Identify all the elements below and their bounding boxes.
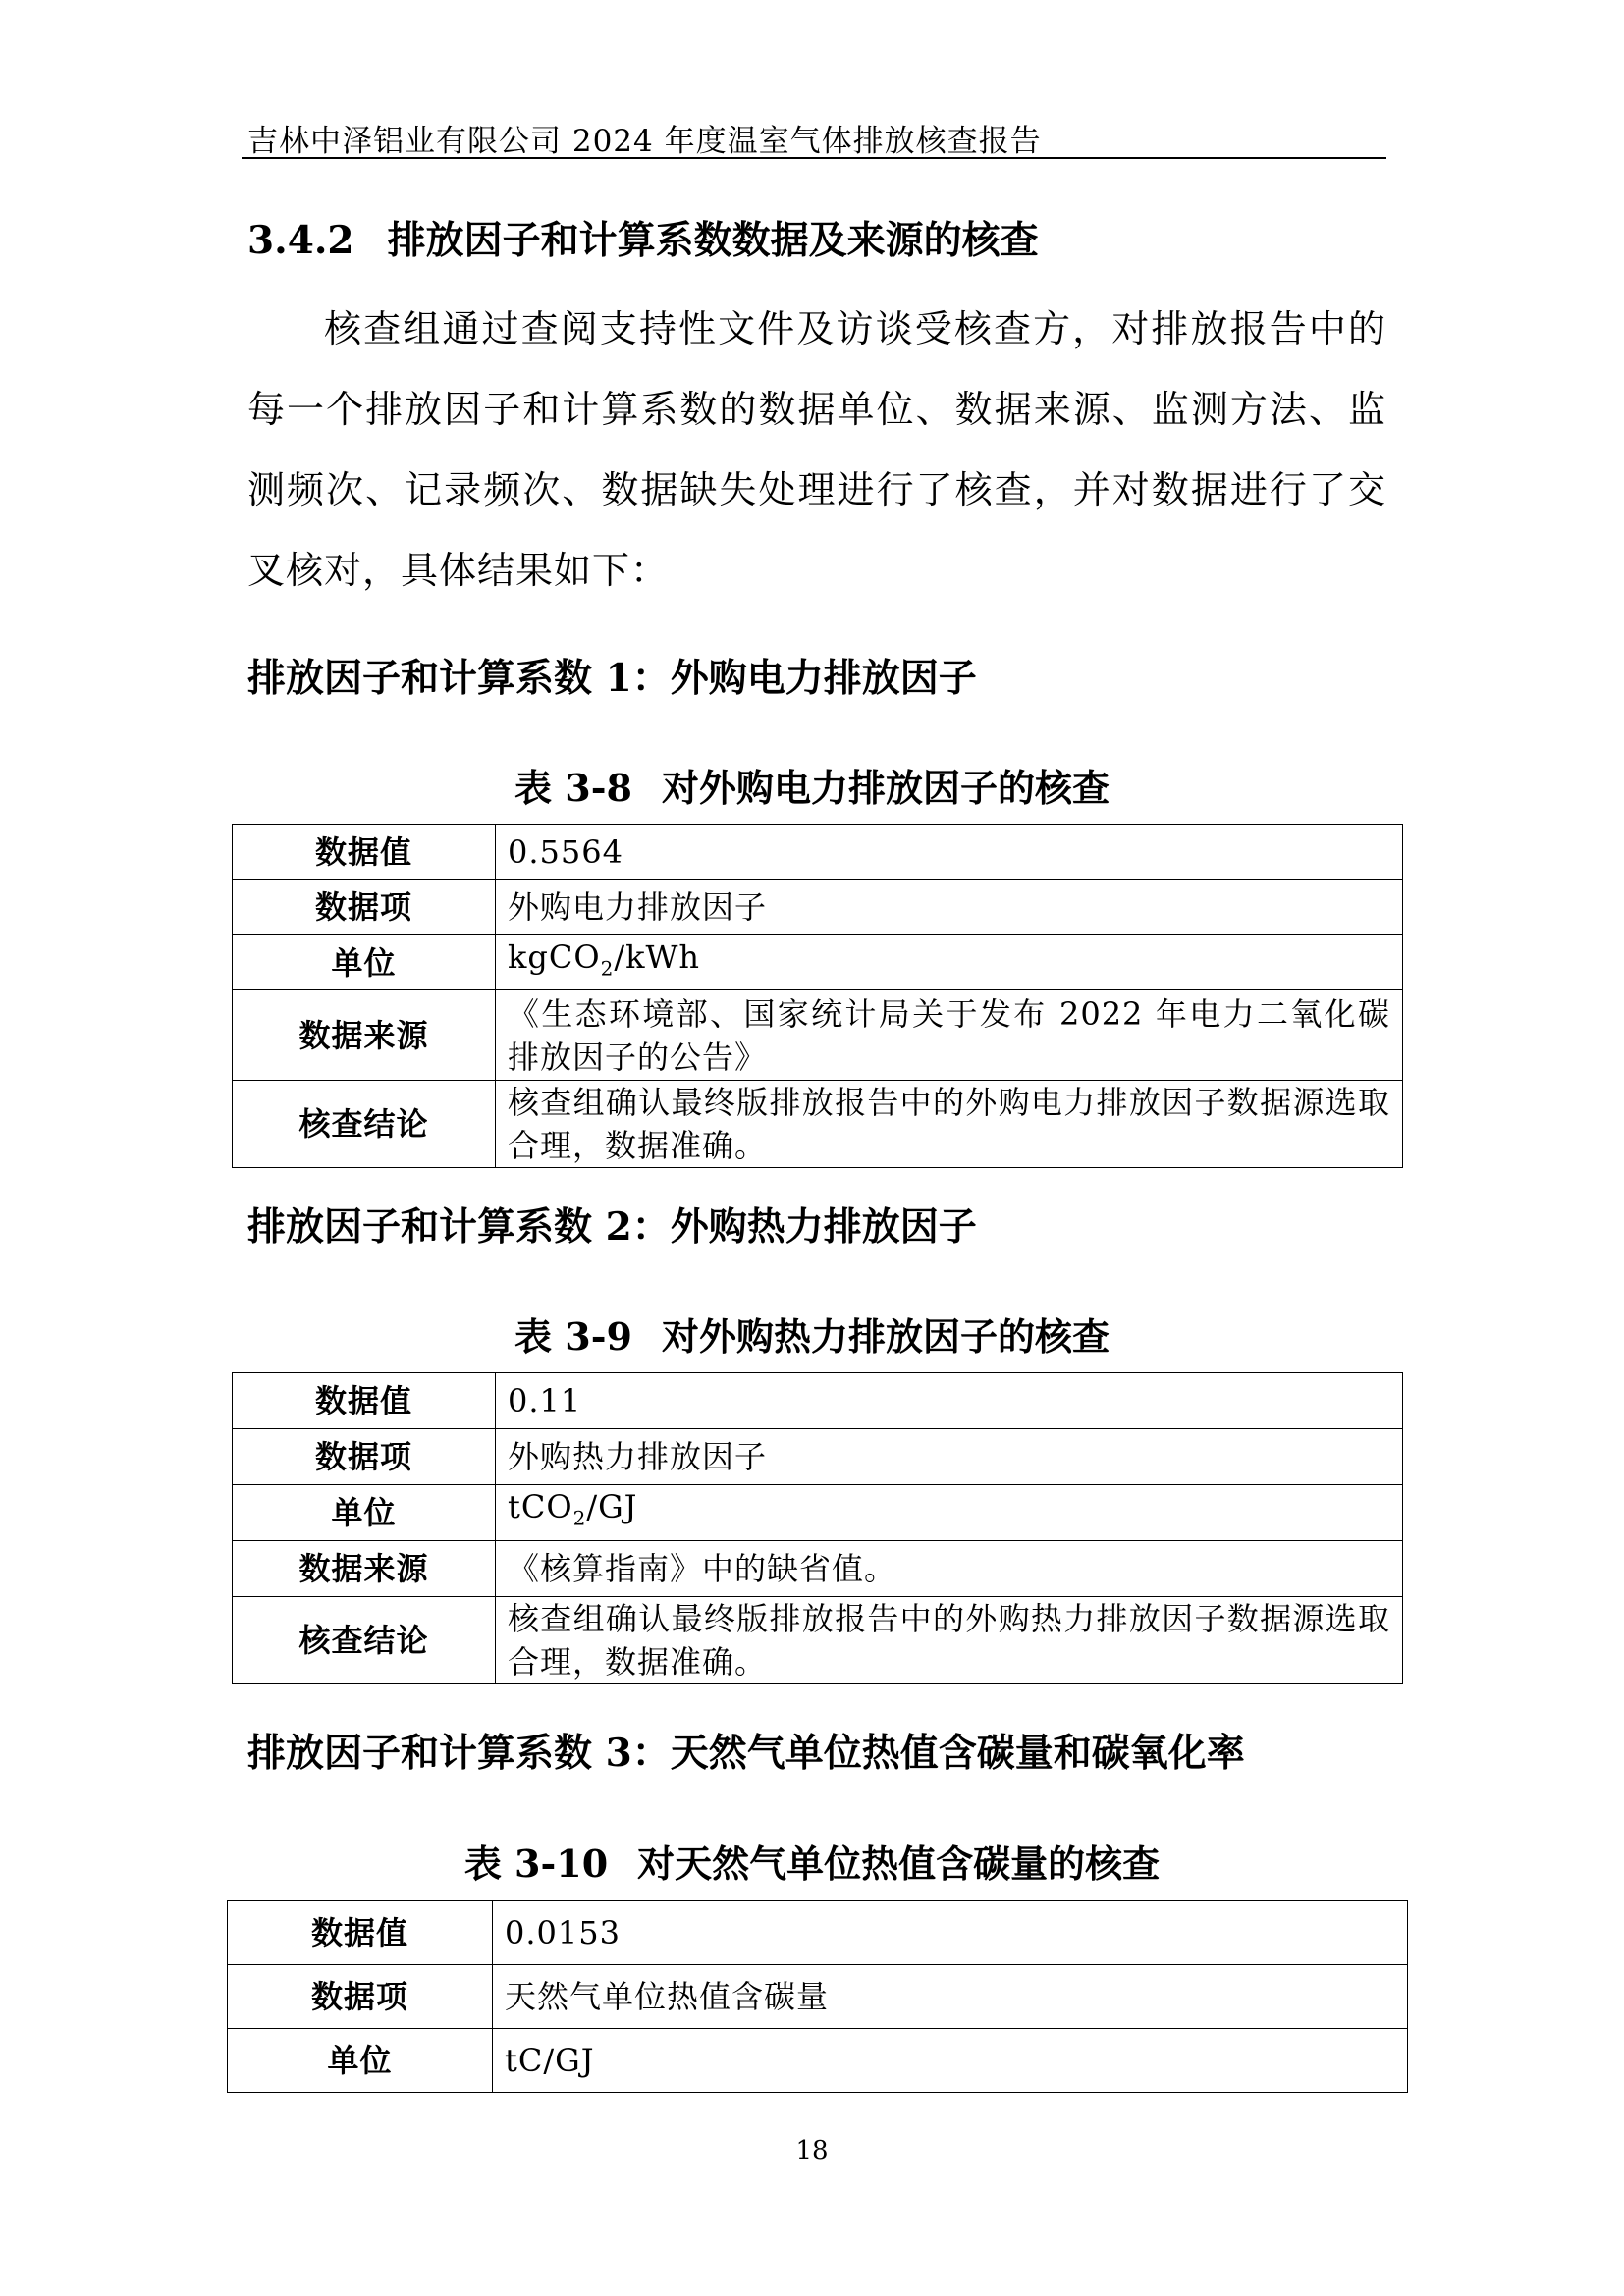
row-label: 单位	[233, 1485, 496, 1541]
section-heading	[247, 210, 1039, 265]
data-item: 天然气单位热值含碳量	[493, 1965, 1408, 2029]
data-item: 外购热力排放因子	[496, 1429, 1403, 1485]
row-label: 数据值	[233, 825, 496, 880]
data-value: 0.5564	[496, 825, 1403, 880]
table-row	[233, 1597, 1403, 1684]
table-row	[233, 1081, 1403, 1168]
row-label: 单位	[233, 935, 496, 990]
row-label: 数据值	[228, 1901, 493, 1965]
data-unit: tC/GJ	[493, 2029, 1408, 2093]
unit-subscript: 2	[572, 1506, 587, 1530]
table-row	[233, 1485, 1403, 1541]
factor-2-heading: 排放因子和计算系数 2：外购热力排放因子	[247, 1204, 977, 1250]
factor-1-heading: 排放因子和计算系数 1：外购电力排放因子	[247, 656, 977, 701]
caption-title: 对外购电力排放因子的核查	[661, 766, 1110, 810]
data-value: 0.0153	[493, 1901, 1408, 1965]
data-item: 外购电力排放因子	[496, 880, 1403, 935]
row-label: 数据值	[233, 1373, 496, 1429]
data-unit	[496, 1485, 1403, 1541]
verification-conclusion: 核查组确认最终版排放报告中的外购电力排放因子数据源选取合理，数据准确。	[496, 1081, 1403, 1168]
table-row	[233, 990, 1403, 1081]
unit-subscript: 2	[600, 956, 615, 981]
verification-conclusion: 核查组确认最终版排放报告中的外购热力排放因子数据源选取合理，数据准确。	[496, 1597, 1403, 1684]
intro-paragraph: 核查组通过查阅支持性文件及访谈受核查方，对排放报告中的每一个排放因子和计算系数的数据单位、数据来源、监测方法、监测频次、记录频次、数据缺失处理进行了核查，并对数据进行了交叉核对，具体结果如下：	[247, 307, 1386, 592]
table-3-9	[232, 1372, 1403, 1684]
row-label: 核查结论	[233, 1597, 496, 1684]
running-header: 吉林中泽铝业有限公司 2024 年度温室气体排放核查报告	[247, 124, 1042, 159]
page-number: 18	[795, 2136, 829, 2165]
header-rule	[242, 157, 1386, 159]
unit-part: /GJ	[586, 1488, 638, 1526]
caption-title: 对外购热力排放因子的核查	[661, 1314, 1110, 1359]
section-title: 排放因子和计算系数数据及来源的核查	[387, 218, 1039, 263]
table-row	[228, 1965, 1408, 2029]
table-row	[233, 1373, 1403, 1429]
row-label: 数据项	[228, 1965, 493, 2029]
unit-part: kgCO	[508, 938, 601, 976]
data-value: 0.11	[496, 1373, 1403, 1429]
table-row	[228, 2029, 1408, 2093]
data-source: 《核算指南》中的缺省值。	[496, 1541, 1403, 1597]
table-3-10	[227, 1900, 1408, 2093]
caption-number: 表 3-9	[514, 1314, 632, 1359]
table-3-8	[232, 824, 1403, 1168]
table-row	[233, 825, 1403, 880]
table-3-9-caption	[0, 1307, 1624, 1361]
caption-title: 对天然气单位热值含碳量的核查	[637, 1842, 1161, 1886]
section-number: 3.4.2	[247, 218, 354, 263]
unit-part: tCO	[508, 1488, 573, 1526]
data-unit	[496, 935, 1403, 990]
table-row	[233, 880, 1403, 935]
table-row	[233, 1429, 1403, 1485]
factor-3-heading: 排放因子和计算系数 3：天然气单位热值含碳量和碳氧化率	[247, 1731, 1245, 1776]
table-3-8-caption	[0, 758, 1624, 812]
table-row	[228, 1901, 1408, 1965]
row-label: 数据项	[233, 880, 496, 935]
row-label: 数据来源	[233, 990, 496, 1081]
table-row	[233, 935, 1403, 990]
caption-number: 表 3-8	[514, 766, 632, 810]
row-label: 核查结论	[233, 1081, 496, 1168]
row-label: 数据项	[233, 1429, 496, 1485]
table-3-10-caption	[0, 1834, 1624, 1888]
row-label: 数据来源	[233, 1541, 496, 1597]
caption-number: 表 3-10	[463, 1842, 609, 1886]
row-label: 单位	[228, 2029, 493, 2093]
data-source: 《生态环境部、国家统计局关于发布 2022 年电力二氧化碳排放因子的公告》	[496, 990, 1403, 1081]
unit-part: /kWh	[614, 938, 700, 976]
table-row	[233, 1541, 1403, 1597]
